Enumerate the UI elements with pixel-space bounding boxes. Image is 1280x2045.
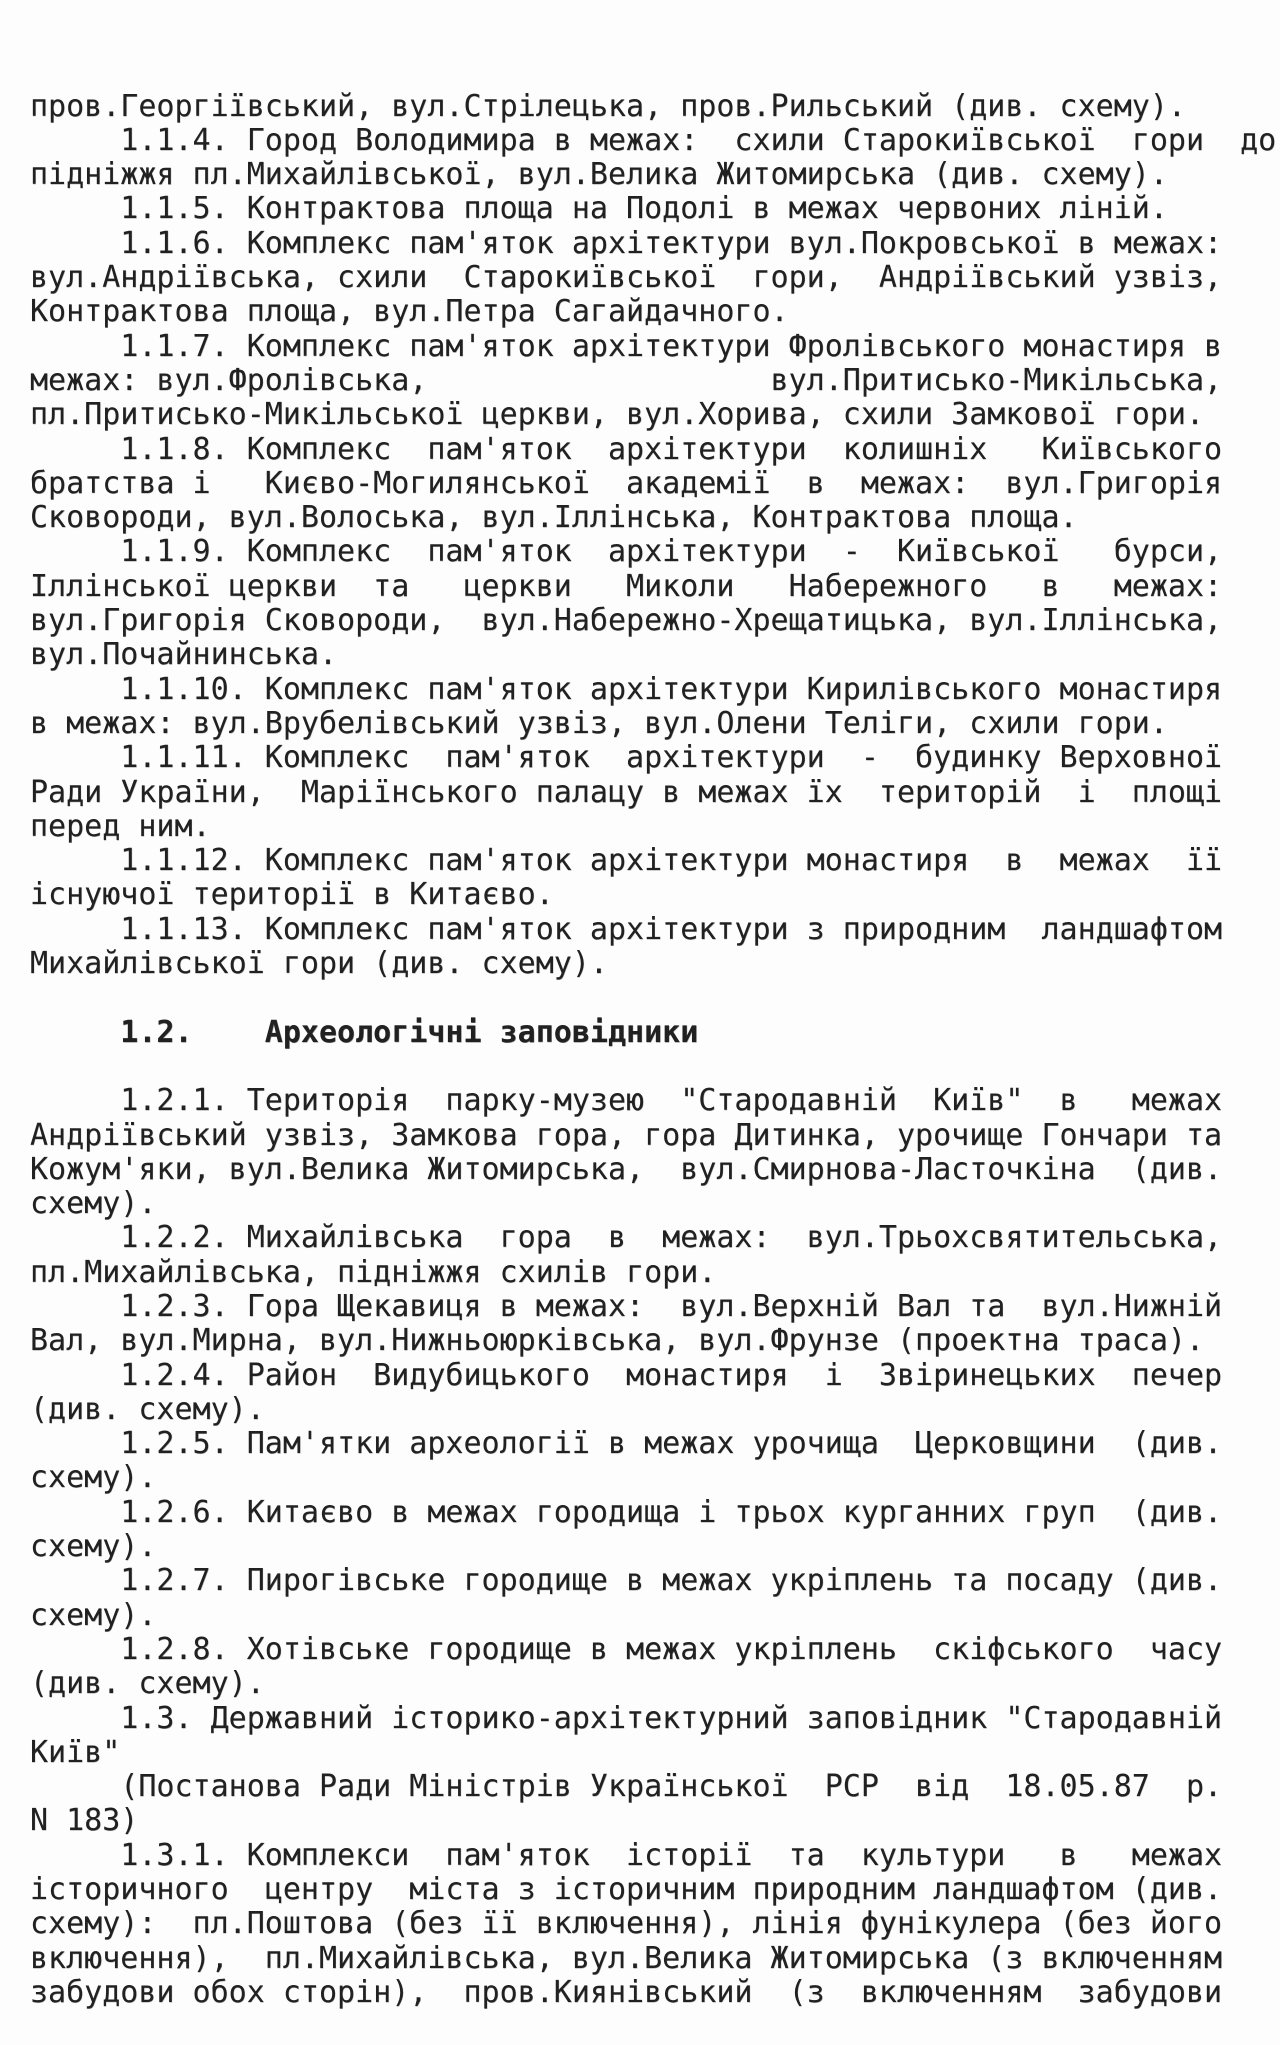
text-line: схему). — [30, 1597, 157, 1633]
text-line: 1.1.10. Комплекс пам'яток архітектури Кирилівського монастиря — [30, 671, 1223, 707]
text-line: (Постанова Ради Міністрів Української РСР від 18.05.87 р. — [30, 1769, 1223, 1805]
text-line: Андріївський узвіз, Замкова гора, гора Дитинка, урочище Гончари та — [30, 1117, 1223, 1153]
text-line: вул.Почайнинська. — [30, 637, 338, 673]
text-line: Ради України, Маріїнського палацу в межах їх територій і площі — [30, 774, 1223, 810]
text-line: (див. схему). — [30, 1666, 265, 1702]
text-line: 1.2.3. Гора Щекавиця в межах: вул.Верхній Вал та вул.Нижній — [30, 1288, 1223, 1324]
text-line: існуючої території в Китаєво. — [30, 877, 554, 913]
text-line: схему). — [30, 1186, 157, 1222]
text-line: 1.2.8. Хотівське городище в межах укріплень скіфського часу — [30, 1631, 1223, 1667]
text-line: пров.Георгіївський, вул.Стрілецька, пров.Рильський (див. схему). — [30, 88, 1186, 124]
text-line: схему). — [30, 1460, 157, 1496]
text-line: N 183) — [30, 1803, 139, 1839]
text-line: схему). — [30, 1529, 157, 1565]
section-heading: 1.2. Археологічні заповідники — [30, 1014, 699, 1050]
text-line: 1.2.6. Китаєво в межах городища і трьох курганних груп (див. — [30, 1494, 1223, 1530]
text-line: 1.1.9. Комплекс пам'яток архітектури - Київської бурси, — [30, 534, 1223, 570]
text-line: 1.1.12. Комплекс пам'яток архітектури монастиря в межах її — [30, 843, 1223, 879]
text-line: Сковороди, вул.Волоська, вул.Іллінська, Контрактова площа. — [30, 500, 1078, 536]
text-line: забудови обох сторін), пров.Киянівський (з включенням забудови — [30, 1974, 1223, 2010]
text-line: Вал, вул.Мирна, вул.Нижньоюрківська, вул.Фрунзе (проектна траса). — [30, 1323, 1204, 1359]
text-line: 1.1.13. Комплекс пам'яток архітектури з природним ландшафтом — [30, 911, 1223, 947]
text-line: 1.1.8. Комплекс пам'яток архітектури колишніх Київського — [30, 431, 1223, 467]
text-line: пл.Притисько-Микільської церкви, вул.Хорива, схили Замкової гори. — [30, 397, 1204, 433]
text-line: 1.2.7. Пирогівське городище в межах укріплень та посаду (див. — [30, 1563, 1223, 1599]
text-line: 1.1.5. Контрактова площа на Подолі в межах червоних ліній. — [30, 191, 1168, 227]
text-line: 1.1.6. Комплекс пам'яток архітектури вул.Покровської в межах: — [30, 225, 1223, 261]
text-line: Київ" — [30, 1734, 121, 1770]
text-line: 1.1.4. Город Володимира в межах: схили Старокиївської гори до — [30, 122, 1277, 158]
text-line: Михайлівської гори (див. схему). — [30, 946, 608, 982]
document-body — [30, 88, 1277, 2011]
text-line: вул.Андріївська, схили Старокиївської гори, Андріївський узвіз, — [30, 260, 1223, 296]
text-line: (див. схему). — [30, 1391, 265, 1427]
text-line: 1.1.7. Комплекс пам'яток архітектури Фролівського монастиря в — [30, 328, 1223, 364]
text-line — [30, 981, 1270, 1015]
text-line: 1.2.4. Район Видубицького монастиря і Звіринецьких печер — [30, 1357, 1223, 1393]
text-line: Іллінської церкви та церкви Миколи Набережного в межах: — [30, 568, 1223, 604]
text-line: 1.3.1. Комплекси пам'яток історії та культури в межах — [30, 1837, 1223, 1873]
text-line: включення), пл.Михайлівська, вул.Велика Житомирська (з включенням — [30, 1940, 1223, 1976]
text-line: схему): пл.Поштова (без її включення), лінія фунікулера (без його — [30, 1906, 1223, 1942]
text-line: 1.2.5. Пам'ятки археології в межах урочища Церковщини (див. — [30, 1426, 1223, 1462]
text-line: 1.2.1. Територія парку-музею "Стародавній Київ" в межах — [30, 1083, 1223, 1119]
text-line: вул.Григорія Сковороди, вул.Набережно-Хрещатицька, вул.Іллінська, — [30, 603, 1223, 639]
text-line — [30, 1050, 1270, 1084]
text-line: Контрактова площа, вул.Петра Сагайдачного. — [30, 294, 789, 330]
text-line: межах: вул.Фролівська, вул.Притисько-Микільська, — [30, 362, 1223, 398]
text-line: в межах: вул.Врубелівський узвіз, вул.Олени Теліги, схили гори. — [30, 705, 1168, 741]
text-line: 1.2.2. Михайлівська гора в межах: вул.Трьохсвятительська, — [30, 1220, 1223, 1256]
text-line: 1.1.11. Комплекс пам'яток архітектури - будинку Верховної — [30, 740, 1223, 776]
text-line: пл.Михайлівська, підніжжя схилів гори. — [30, 1254, 717, 1290]
text-line: перед ним. — [30, 808, 211, 844]
text-line: 1.3. Державний історико-архітектурний заповідник "Стародавній — [30, 1700, 1223, 1736]
text-line: Кожум'яки, вул.Велика Житомирська, вул.Смирнова-Ласточкіна (див. — [30, 1151, 1223, 1187]
text-line: історичного центру міста з історичним природним ландшафтом (див. — [30, 1872, 1223, 1908]
text-line: підніжжя пл.Михайлівської, вул.Велика Житомирська (див. схему). — [30, 157, 1168, 193]
text-line: братства і Києво-Могилянської академії в межах: вул.Григорія — [30, 465, 1223, 501]
